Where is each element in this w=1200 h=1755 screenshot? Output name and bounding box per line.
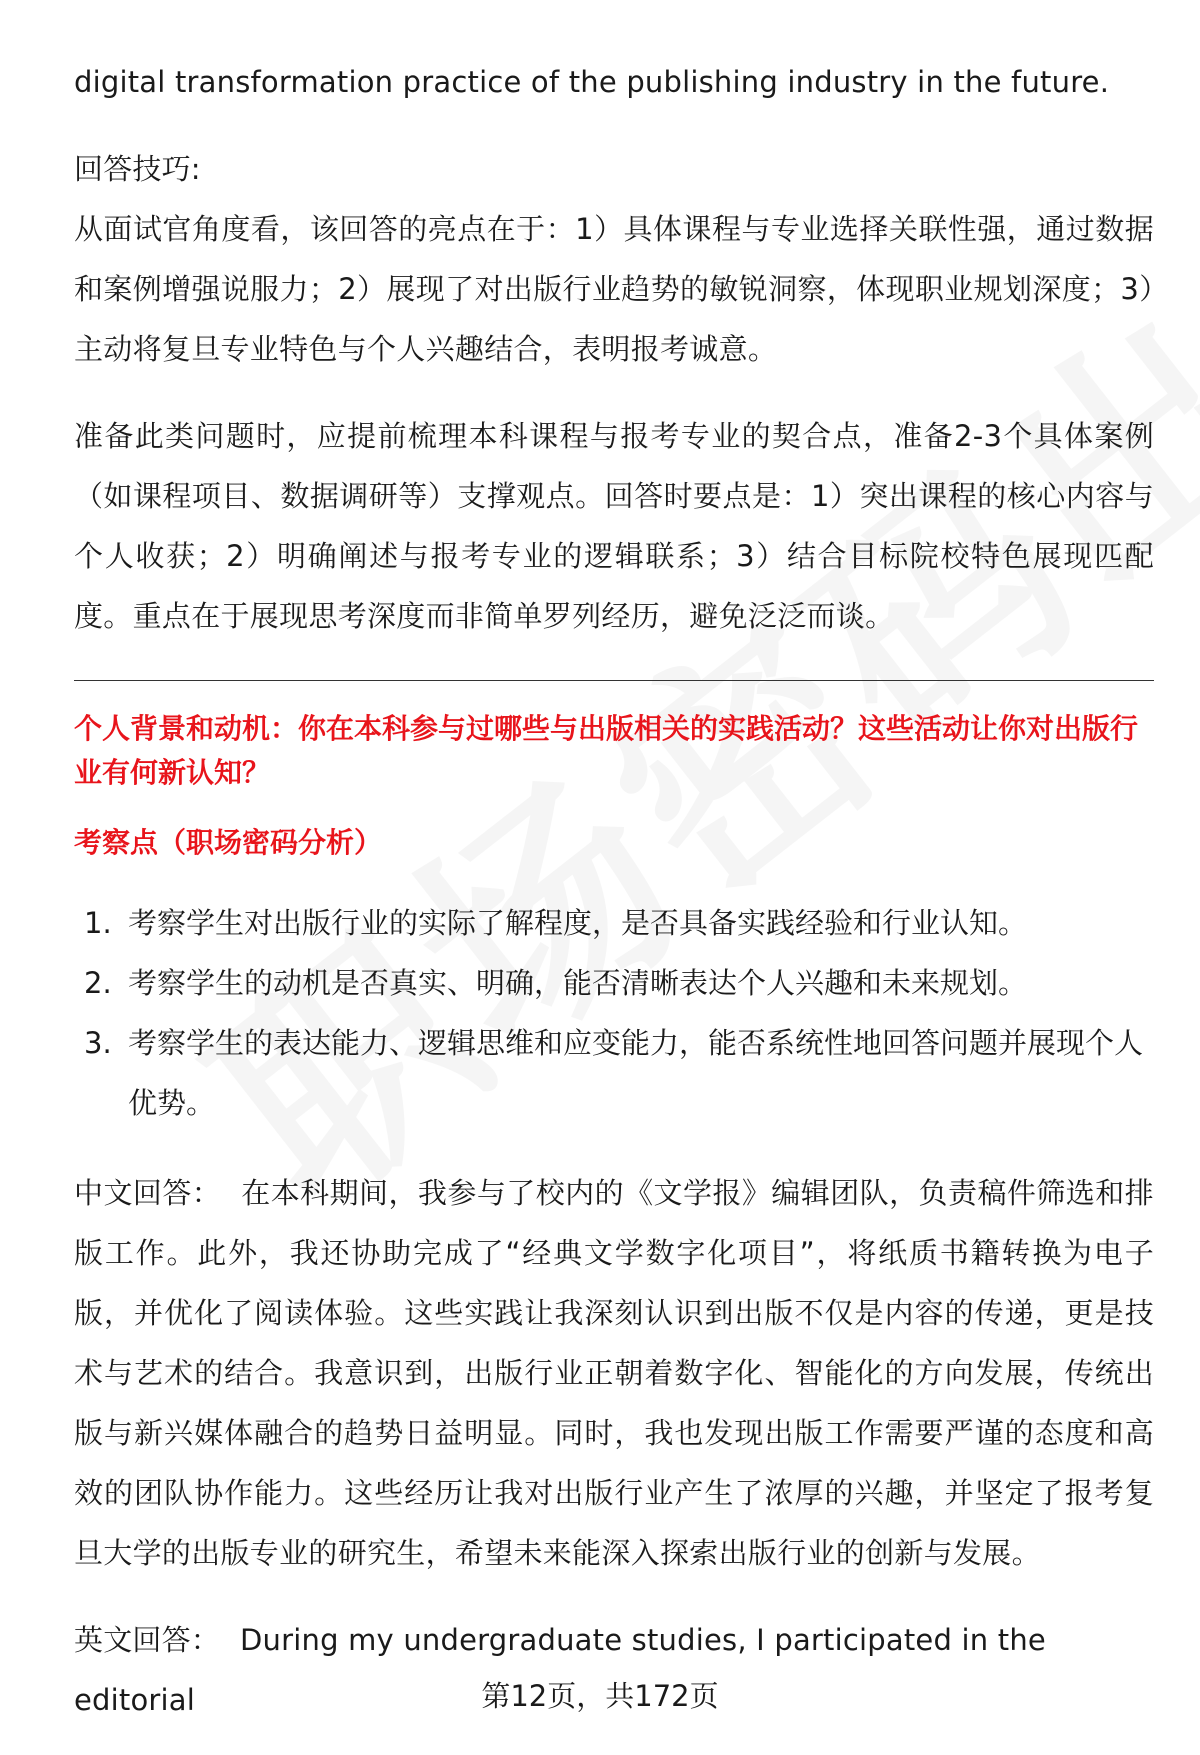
list-number: 2. xyxy=(84,966,112,1000)
list-text: 考察学生对出版行业的实际了解程度，是否具备实践经验和行业认知。 xyxy=(128,906,1028,940)
page-content xyxy=(74,52,1154,1730)
spacer xyxy=(74,379,1154,406)
list-item xyxy=(74,1013,1154,1133)
spacer xyxy=(74,1583,1154,1610)
list-item xyxy=(74,953,1154,1013)
list-number: 1. xyxy=(84,906,112,940)
tips-paragraph-2: 准备此类问题时，应提前梳理本科课程与报考专业的契合点，准备2-3个具体案例（如课程项目、数据调研等）支撑观点。回答时要点是：1）突出课程的核心内容与个人收获；2）明确阐述与报考专业的逻辑联系；3）结合目标院校特色展现匹配度。重点在于展现思考深度而非简单罗列经历，避免泛泛而谈。 xyxy=(74,419,1154,633)
assessment-list xyxy=(74,893,1154,1133)
page-footer: 第12页，共172页 xyxy=(481,1679,719,1713)
english-answer-text: During my undergraduate studies, I participated in the editorial xyxy=(74,1623,1046,1717)
tips-label: 回答技巧: xyxy=(74,152,201,186)
chinese-answer-label: 中文回答： xyxy=(74,1176,222,1210)
chinese-answer xyxy=(74,1163,1154,1583)
spacer xyxy=(74,1133,1154,1163)
list-text: 考察学生的动机是否真实、明确，能否清晰表达个人兴趣和未来规划。 xyxy=(128,966,1028,1000)
spacer xyxy=(74,112,1154,139)
question-title: 个人背景和动机：你在本科参与过哪些与出版相关的实践活动？这些活动让你对出版行业有何新认知？ xyxy=(74,712,1139,789)
chinese-answer-text: 在本科期间，我参与了校内的《文学报》编辑团队，负责稿件筛选和排版工作。此外，我还协助完成了“经典文学数字化项目”，将纸质书籍转换为电子版，并优化了阅读体验。这些实践让我深刻认识到出版不仅是内容的传递，更是技术与艺术的结合。我意识到，出版行业正朝着数字化、智能化的方向发展，传统出版与新兴媒体融合的趋势日益明显。同时，我也发现出版工作需要严谨的态度和高效的团队协作能力。这些经历让我对出版行业产生了浓厚的兴趣，并坚定了报考复旦大学的出版专业的研究生，希望未来能深入探索出版行业的创新与发展。 xyxy=(74,1176,1154,1570)
english-answer-label: 英文回答： xyxy=(74,1623,221,1657)
tips-paragraph-1: 从面试官角度看，该回答的亮点在于：1）具体课程与专业选择关联性强，通过数据和案例增强说服力；2）展现了对出版行业趋势的敏锐洞察，体现职业规划深度；3）主动将复旦专业特色与个人兴趣结合，表明报考诚意。 xyxy=(74,212,1154,366)
list-number: 3. xyxy=(84,1026,112,1060)
intro-continuation: digital transformation practice of the publishing industry in the future. xyxy=(74,65,1110,99)
list-text: 考察学生的表达能力、逻辑思维和应变能力，能否系统性地回答问题并展现个人优势。 xyxy=(128,1026,1144,1120)
section-divider xyxy=(74,680,1154,681)
list-item xyxy=(74,893,1154,953)
assessment-heading: 考察点（职场密码分析） xyxy=(74,826,383,859)
